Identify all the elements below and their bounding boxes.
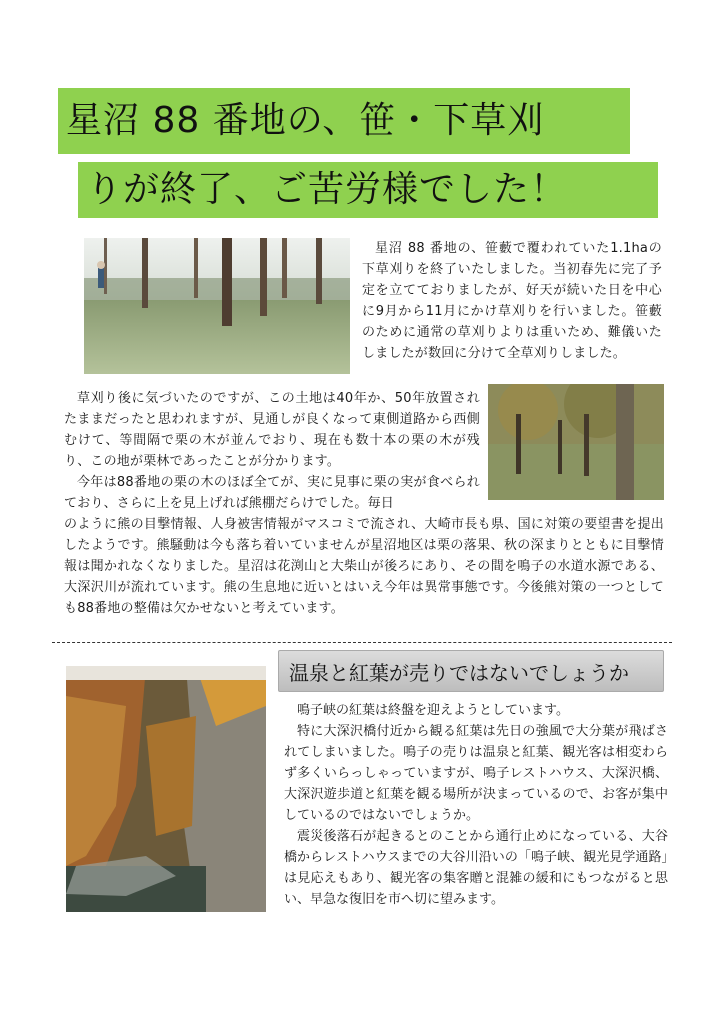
photo-naruko-gorge [66,666,266,912]
section-divider [52,642,672,643]
photo-chestnut-grove [488,384,664,500]
title-line-1 [58,88,630,154]
article1-paragraph-4: のように熊の目撃情報、人身被害情報がマスコミで流され、大崎市長も県、国に対策の要望書を提出したようです。熊騒動は今も落ち着いていませんが星沼地区は栗の落果、秋の深まりとともに目撃情報は聞かれなくなりました。星沼は花渕山と大柴山が後ろにあり、その間を鳴子の水道水源である、大深沢川が流れています。熊の生息地に近いとはいえ今年は異常事態です。今後熊対策の一つとしても88番地の整備は欠かせないと考えています。 [64,517,664,616]
article1-paragraph-3: 今年は88番地の栗の木のほぼ全てが、実に見事に栗の実が食べられており、さらに上を見上げれば熊棚だらけでした。毎日 [64,475,480,511]
section-heading-text: 温泉と紅葉が売りではないでしょうか [289,660,629,685]
article2-body [284,700,668,910]
article2-paragraph-1: 鳴子峡の紅葉は終盤を迎えようとしています。 [297,703,569,718]
photo-forest-grass [84,238,350,374]
article2-paragraph-3: 震災後落石が起きるとのことから通行止めになっている、大谷橋からレストハウスまでの大谷川沿いの「鳴子峡、観光見学通路」は見応えもあり、観光客の集客贈と混雑の緩和にもつながると思い、早急な復旧を市へ切に望みます。 [284,829,668,907]
article1-paragraph-1: 星沼 88 番地の、笹藪で覆われていた1.1haの下草刈りを終了いたしました。当初春先に完了予定を立てておりましたが、好天が続いた日を中心に9月から11月にかけ草刈りを行いました。笹藪のために通常の草刈りよりは重いため、難儀いたしましたが数回に分けて全草刈りしました。 [362,241,662,361]
article2-paragraph-2: 特に大深沢橋付近から観る紅葉は先日の強風で大分葉が飛ばされてしまいました。鳴子の売りは温泉と紅葉、観光客は相変わらず多くいらっしゃっていますが、鳴子レストハウス、大深沢橋、大深沢遊歩道と紅葉を観る場所が決まっているので、お客が集中しているのではないでしょうか。 [284,724,668,823]
article1-paragraph-2: 草刈り後に気づいたのですが、この土地は40年か、50年放置されたままだったと思われますが、見通しが良くなって東側道路から西側むけて、等間隔で栗の木が並んでおり、現在も数十本の栗の木が残り、この地が栗林であったことが分かります。 [64,391,480,469]
title-text-2: りが終了、ご苦労様でした！ [86,169,568,210]
title-line-2 [78,162,658,218]
title-text-1: 星沼 88 番地の、笹・下草刈 [66,100,545,141]
section-heading-autumn-leaves [278,650,664,692]
